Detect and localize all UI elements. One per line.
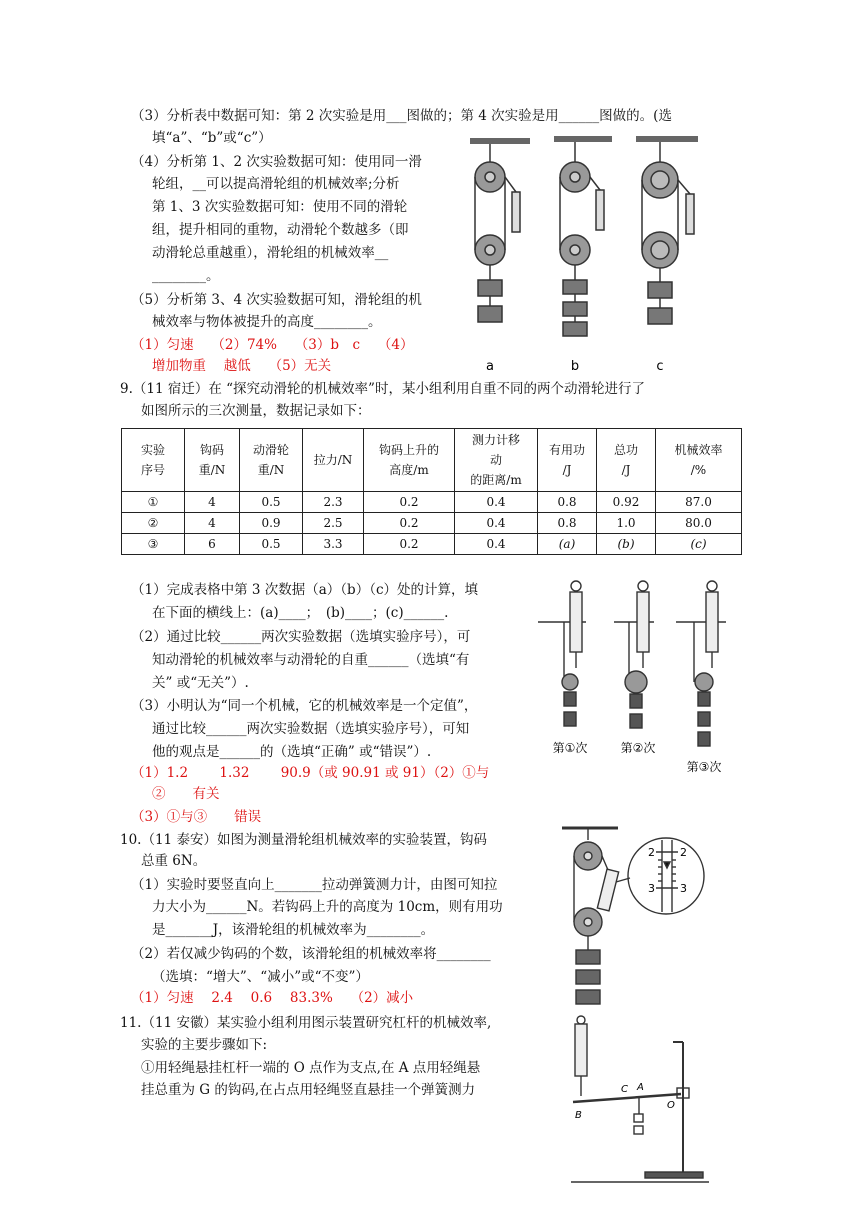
header-cell: 有用功 /J [538,429,597,492]
q10-part2-line1: （2）若仅减少钩码的个数，该滑轮组的机械效率将________ [131,946,491,962]
table-cell: 87.0 [656,492,742,513]
q9-part3-line1: （3）小明认为“同一个机械，它的机械效率是一个定值”， [131,698,478,714]
point-c-label: C [621,1084,628,1095]
q8-part4-line2: 轮组，__可以提高滑轮组的机械效率;分析 [152,176,400,192]
q9-intro-line1: 9.（11 宿迁）在 “探究动滑轮的机械效率”时，某小组利用自重不同的两个动滑轮进行了 [120,381,645,397]
pulley-group-with-scale-figure [558,822,718,1012]
header-cell: 机械效率 /% [656,429,742,492]
table-cell: 0.5 [240,492,303,513]
table-cell: ③ [122,534,185,555]
table-cell: 0.2 [364,492,455,513]
header-cell: 钩码上升的 高度/m [364,429,455,492]
header-cell: 钩码 重/N [185,429,240,492]
table-cell: (c) [656,534,742,555]
table-cell: 0.92 [597,492,656,513]
q8-part4-line6: ________。 [152,268,220,284]
table-cell: 2.5 [303,513,364,534]
q9-data-table [121,428,742,555]
table-cell: ② [122,513,185,534]
q9-part1-line1: （1）完成表格中第 3 次数据（a）（b）（c）处的计算，填 [131,582,479,598]
table-row [122,513,742,534]
q10-answer-line1: （1）匀速 2.4 0.6 83.3% （2）减小 [131,990,414,1006]
q9-answer-line1: （1）1.2 1.32 90.9（或 90.91 或 91）（2）①与 [131,765,490,781]
q9-part2-line1: （2）通过比较______两次实验数据（选填实验序号），可 [131,629,471,645]
table-row [122,534,742,555]
point-o-label: O [667,1100,675,1111]
table-cell: 0.9 [240,513,303,534]
q10-part1-line3: 是_______J，该滑轮组的机械效率为________。 [152,922,435,938]
scale-mark-3-left: 3 [648,882,655,895]
fig-label-a: a [486,359,494,372]
table-cell: (a) [538,534,597,555]
table-cell: 2.3 [303,492,364,513]
fig-label-trial3: 第③次 [686,760,722,774]
q8-part4-line3: 第 1、3 次实验数据可知：使用不同的滑轮 [152,199,408,215]
q10-part2-line2: （选填：“增大”、“减小”或“不变”） [152,969,369,985]
header-cell: 总功 /J [597,429,656,492]
q8-part4-line4: 组，提升相同的重物，动滑轮个数越多（即 [152,222,409,238]
q8-part3-line1: （3）分析表中数据可知：第 2 次实验是用___图做的；第 4 次实验是用______图做的。(选 [131,108,672,124]
pulley-systems-figure [460,132,720,372]
q8-answer-line2: 增加物重 越低 （5）无关 [152,358,332,374]
lever-experiment-figure [563,1014,713,1186]
table-cell: 6 [185,534,240,555]
q11-intro-line2: 实验的主要步骤如下: [141,1037,268,1053]
q10-part1-line1: （1）实验时要竖直向上_______拉动弹簧测力计，由图可知拉 [131,877,498,893]
scale-mark-2-left: 2 [648,846,655,859]
table-cell: 0.8 [538,513,597,534]
q11-step1-line2: 挂总重为 G 的钩码,在占点用轻绳竖直悬挂一个弹簧测力 [141,1082,476,1098]
table-cell: 4 [185,513,240,534]
q9-part3-line2: 通过比较______两次实验数据（选填实验序号），可知 [152,721,470,737]
table-cell: 3.3 [303,534,364,555]
table-cell: 0.4 [455,513,538,534]
dynamic-pulley-figure [536,578,746,774]
q9-part2-line3: 关” 或“无关”）. [152,675,249,691]
table-header-row [122,429,742,492]
scale-mark-2-right: 2 [680,846,687,859]
q10-part1-line2: 力大小为______N。若钩码上升的高度为 10cm，则有用功 [152,899,503,915]
q8-part5-line2: 械效率与物体被提升的高度________。 [152,314,382,330]
header-cell: 动滑轮 重/N [240,429,303,492]
fig-label-trial1: 第①次 [552,741,588,755]
q8-part5-line1: （5）分析第 3、4 次实验数据可知，滑轮组的机 [131,292,422,308]
point-b-label: B [575,1110,582,1121]
table-cell: 0.4 [455,534,538,555]
table-cell: 4 [185,492,240,513]
q11-intro-line1: 11.（11 安徽）某实验小组利用图示装置研究杠杆的机械效率, [120,1015,492,1031]
q8-part4-line5: 动滑轮总重越重），滑轮组的机械效率__ [152,245,389,261]
fig-label-trial2: 第②次 [620,741,656,755]
table-row [122,492,742,513]
q9-answer-line2: ② 有关 [152,786,220,802]
header-cell: 测力计移 动 的距离/m [455,429,538,492]
point-a-label: A [637,1082,644,1093]
q10-intro-line2: 总重 6N。 [141,853,207,869]
q11-step1-line1: ①用轻绳悬挂杠杆一端的 O 点作为支点,在 A 点用轻绳悬 [141,1060,481,1076]
fig-label-c: c [656,359,664,372]
q9-part3-line3: 他的观点是______的（选填“正确” 或“错误”）. [152,744,432,760]
scale-mark-3-right: 3 [680,882,687,895]
table-cell: (b) [597,534,656,555]
table-cell: 0.2 [364,513,455,534]
q9-part2-line2: 知动滑轮的机械效率与动滑轮的自重______（选填“有 [152,652,470,668]
table-cell: 80.0 [656,513,742,534]
q8-part4-line1: （4）分析第 1、2 次实验数据可知：使用同一滑 [131,154,422,170]
table-cell: 0.4 [455,492,538,513]
q8-part3-line2: 填“a”、“b”或“c”） [152,130,272,146]
table-cell: 0.2 [364,534,455,555]
table-cell: 0.5 [240,534,303,555]
q9-answer-line3: （3）①与③ 错误 [131,809,262,825]
q9-part1-line2: 在下面的横线上：(a)____； (b)____；(c)______. [152,605,449,621]
q8-answer-line1: （1）匀速 （2）74% （3）b c （4） [131,337,414,353]
table-cell: 1.0 [597,513,656,534]
header-cell: 拉力/N [303,429,364,492]
table-cell: ① [122,492,185,513]
q9-intro-line2: 如图所示的三次测量，数据记录如下： [141,403,371,419]
table-cell: 0.8 [538,492,597,513]
header-cell: 实验 序号 [122,429,185,492]
fig-label-b: b [570,359,580,372]
q10-intro-line1: 10.（11 泰安）如图为测量滑轮组机械效率的实验装置，钩码 [120,832,487,848]
